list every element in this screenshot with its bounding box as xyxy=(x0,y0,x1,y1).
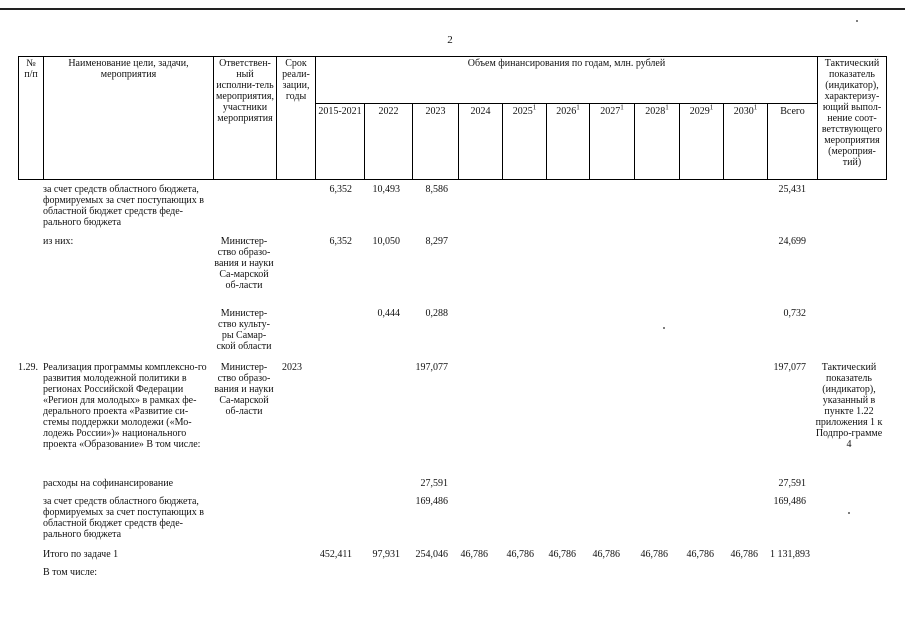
value-2023: 254,046 xyxy=(415,549,448,560)
row-number: 1.29. xyxy=(18,362,38,373)
value-2015-2021: 6,352 xyxy=(329,184,352,195)
value-total: 25,431 xyxy=(778,184,806,195)
top-border-line xyxy=(0,8,905,10)
header-year: 2028$^1$ xyxy=(635,104,680,180)
value-2027: 46,786 xyxy=(592,549,620,560)
header-year: 2026$^1$ xyxy=(547,104,590,180)
header-no: № п/п xyxy=(19,57,44,180)
row-responsible: Министер-ство образо-вания и науки Са-марской об-ласти xyxy=(214,362,274,417)
value-2022: 97,931 xyxy=(372,549,400,560)
value-total: 24,699 xyxy=(778,236,806,247)
header-year: 2015-2021 xyxy=(316,104,365,180)
value-total: 1 131,893 xyxy=(770,549,810,560)
value-total: 169,486 xyxy=(773,496,806,507)
value-2015-2021: 452,411 xyxy=(319,549,352,560)
value-2022: 0,444 xyxy=(377,308,400,319)
row-name: за счет средств областного бюджета, формируемых за счет поступающих в областной бюджет средств феде-рального бюджета xyxy=(43,184,205,228)
value-2023: 8,297 xyxy=(425,236,448,247)
header-name: Наименование цели, задачи, мероприятия xyxy=(44,57,214,180)
value-2025: 46,786 xyxy=(506,549,534,560)
value-2023: 27,591 xyxy=(420,478,448,489)
row-name: расходы на софинансирование xyxy=(43,478,174,489)
header-funding: Объем финансирования по годам, млн. рублей xyxy=(316,57,818,104)
value-2026: 46,786 xyxy=(548,549,576,560)
value-2028: 46,786 xyxy=(640,549,668,560)
value-2030: 46,786 xyxy=(730,549,758,560)
row-term: 2023 xyxy=(282,362,302,373)
scan-speck xyxy=(663,327,665,329)
value-2023: 197,077 xyxy=(415,362,448,373)
header-indicator: Тактический показатель (индикатор), характеризу-ющий выпол-нение соот-ветствующего мероприятия (мероприя-тий) xyxy=(818,57,887,180)
row-name: Итого по задаче 1 xyxy=(43,549,119,560)
value-2022: 10,050 xyxy=(372,236,400,247)
value-2029: 46,786 xyxy=(686,549,714,560)
header-year: 2030$^1$ xyxy=(724,104,768,180)
row-name: за счет средств областного бюджета, формируемых за счет поступающих в областной бюджет средств феде-рального бюджета xyxy=(43,496,205,540)
row-responsible: Министер-ство образо-вания и науки Са-марской об-ласти xyxy=(214,236,274,291)
value-2024: 46,786 xyxy=(460,549,488,560)
page-number: 2 xyxy=(447,34,453,46)
header-responsible: Ответствен-ный исполни-тель мероприятия, участники мероприятия xyxy=(214,57,277,180)
header-year: 2025$^1$ xyxy=(503,104,547,180)
header-year: 2029$^1$ xyxy=(680,104,724,180)
header-year: 2027$^1$ xyxy=(590,104,635,180)
row-name: Реализация программы комплексно-го развития молодежной политики в регионах Российской Федерации «Регион для молодых» в рамках фе-дерального проекта «Развитие си-стемы поддержки молодежи («Мо-лодежь России»)» национального проекта «Образование» В том числе: xyxy=(43,362,207,450)
row-responsible: Министер-ство культу-ры Самар-ской области xyxy=(216,308,272,352)
value-2022: 10,493 xyxy=(372,184,400,195)
value-2023: 0,288 xyxy=(425,308,448,319)
header-year: 2023 xyxy=(413,104,459,180)
row-name: В том числе: xyxy=(43,567,98,578)
header-year-total: Всего xyxy=(768,104,818,180)
value-2023: 169,486 xyxy=(415,496,448,507)
funding-table-header xyxy=(18,56,887,180)
value-total: 27,591 xyxy=(778,478,806,489)
value-2015-2021: 6,352 xyxy=(329,236,352,247)
header-year: 2024 xyxy=(459,104,503,180)
scan-speck xyxy=(856,20,858,22)
row-name: из них: xyxy=(43,236,74,247)
header-term: Срок реали-зации, годы xyxy=(277,57,316,180)
value-2023: 8,586 xyxy=(425,184,448,195)
value-total: 197,077 xyxy=(773,362,806,373)
header-year: 2022 xyxy=(365,104,413,180)
scan-speck xyxy=(848,512,850,514)
value-total: 0,732 xyxy=(783,308,806,319)
row-indicator: Тактический показатель (индикатор), указанный в пункте 1.22 приложения 1 к Подпро-грамме 4 xyxy=(815,362,883,450)
